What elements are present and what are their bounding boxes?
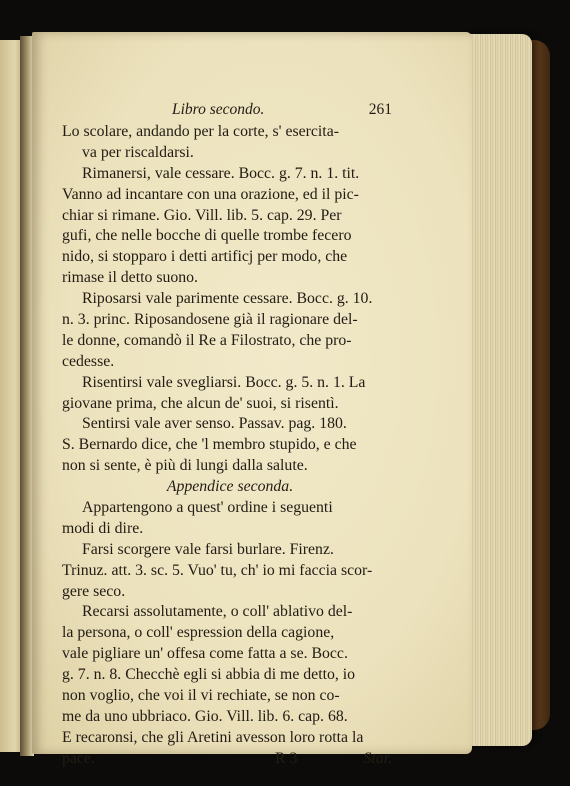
text-line: S. Bernardo dice, che 'l membro stupido, e che <box>62 436 357 454</box>
text-line: gufi, che nelle bocche di quelle trombe fecero <box>62 227 352 245</box>
text-line: Lo scolare, andando per la corte, s' esercita- <box>62 123 339 140</box>
text-line: Vanno ad incantare con una orazione, ed il pic- <box>62 185 359 203</box>
text-line: giovane prima, che alcun de' suoi, si risentì. <box>62 394 339 412</box>
text-line: rimase il detto suono. <box>62 269 199 287</box>
text-line: non si sente, è più di lungi dalla salute. <box>62 457 308 475</box>
text-line: non voglio, che voi il vi rechiate, se non co- <box>62 687 340 705</box>
catchword: Star. <box>363 749 392 767</box>
text-line: g. 7. n. 8. Checchè egli si abbia di me detto, io <box>62 666 356 684</box>
text-line: Appartengono a quest' ordine i seguenti <box>82 499 333 517</box>
text-line: Rimanersi, vale cessare. Bocc. g. 7. n. 1. tit. <box>82 164 360 182</box>
text-line: n. 3. princ. Riposandosene già il ragionare del- <box>62 311 358 329</box>
text-line: vale pigliare un' offesa come fatta a se. Bocc. <box>62 645 348 663</box>
text-line: Farsi scorgere vale farsi burlare. Firenz. <box>82 540 334 558</box>
last-word: pace. <box>62 749 95 767</box>
text-line: me da uno ubbriaco. Gio. Vill. lib. 6. cap. 68. <box>62 707 348 725</box>
signature-mark: R 3 <box>274 749 298 767</box>
section-heading: Appendice seconda. <box>166 478 294 496</box>
text-line: E recaronsi, che gli Aretini avesson loro rotta la <box>62 728 364 746</box>
text-line: gere seco. <box>62 582 126 600</box>
text-line: Sentirsi vale aver senso. Passav. pag. 180. <box>82 415 347 433</box>
text-line: modi di dire. <box>62 519 144 537</box>
page-text <box>62 100 398 770</box>
text-line: nido, si stopparo i detti artificj per modo, che <box>62 248 348 266</box>
text-line: le donne, comandò il Re a Filostrato, che pro- <box>62 331 352 349</box>
text-line: cedesse. <box>62 352 115 370</box>
page-number: 261 <box>368 101 392 118</box>
page-footer <box>62 749 398 770</box>
running-title: Libro secondo. <box>172 101 265 118</box>
text-line: Recarsi assolutamente, o coll' ablativo del- <box>82 603 353 621</box>
text-line: chiar si rimane. Gio. Vill. lib. 5. cap. 29. Per <box>62 206 342 224</box>
text-line: va per riscaldarsi. <box>82 143 194 161</box>
running-header <box>62 100 398 122</box>
text-line: Risentirsi vale svegliarsi. Bocc. g. 5. n. 1. La <box>82 373 366 391</box>
text-line: Riposarsi vale parimente cessare. Bocc. g. 10. <box>82 290 373 308</box>
text-line: la persona, o coll' espression della cagione, <box>62 624 335 642</box>
text-line: Trinuz. att. 3. sc. 5. Vuo' tu, ch' io mi faccia scor- <box>62 561 373 579</box>
page-edges <box>466 34 532 746</box>
